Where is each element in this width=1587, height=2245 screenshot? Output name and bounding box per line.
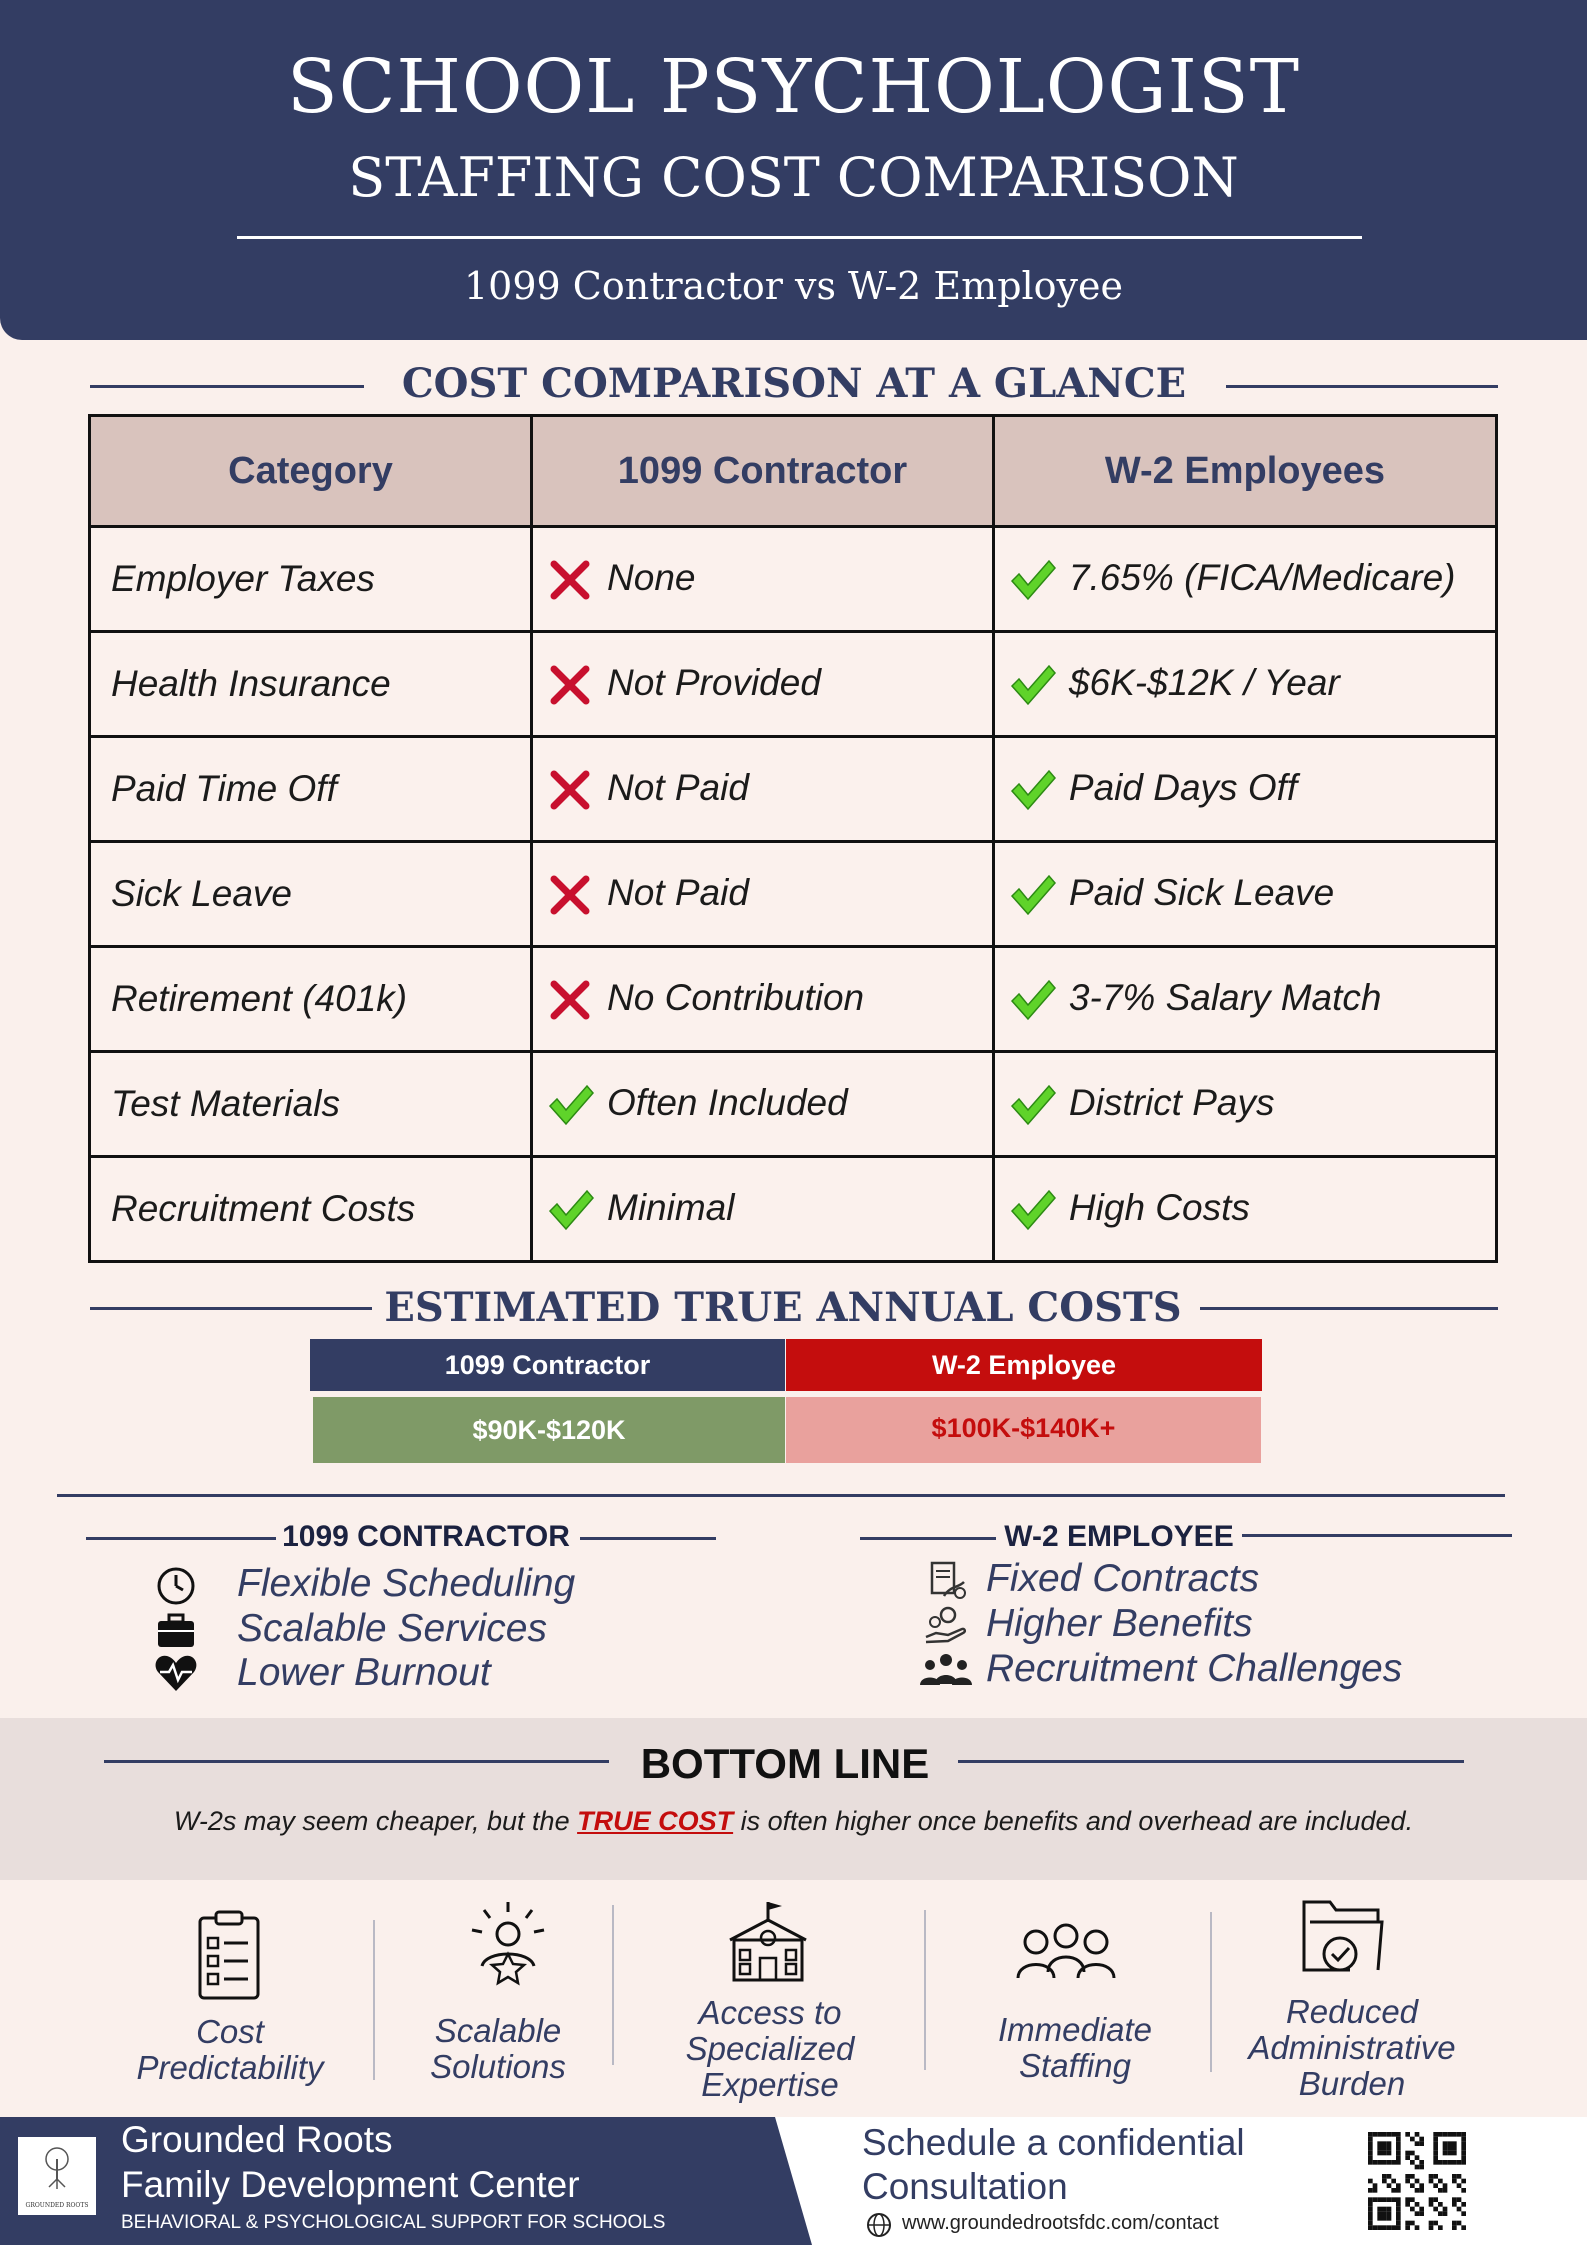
benefit-2-line1: Scalable bbox=[434, 2012, 562, 2049]
bottom-line-text bbox=[0, 1806, 1587, 1837]
employee-cost-header: W-2 Employee bbox=[786, 1339, 1262, 1391]
contractor-cost-header: 1099 Contractor bbox=[310, 1339, 785, 1391]
cross-icon bbox=[547, 559, 597, 601]
cross-icon bbox=[547, 874, 597, 916]
benefit-1-label bbox=[100, 2014, 360, 2086]
employee-cell-text: Paid Days Off bbox=[1068, 766, 1298, 808]
employee-cost-value: $100K-$140K+ bbox=[786, 1397, 1261, 1463]
org-tagline: BEHAVIORAL & PSYCHOLOGICAL SUPPORT FOR SCHOOLS bbox=[121, 2212, 666, 2233]
people-group-icon bbox=[914, 1650, 978, 1692]
table-row bbox=[90, 1157, 1497, 1262]
employee-cell bbox=[993, 527, 1496, 632]
category-cell: Recruitment Costs bbox=[90, 1157, 532, 1262]
school-building-icon bbox=[720, 1900, 816, 1984]
benefit-3-line1: Access to bbox=[698, 1994, 842, 2031]
true-cost-emphasis: TRUE COST bbox=[577, 1806, 734, 1836]
divider bbox=[1242, 1534, 1512, 1537]
title-divider bbox=[237, 236, 1362, 239]
benefit-4-label bbox=[945, 2012, 1205, 2084]
globe-icon bbox=[866, 2212, 892, 2238]
contractor-cell bbox=[532, 842, 994, 947]
cta-line2: Consultation bbox=[862, 2166, 1068, 2207]
check-icon bbox=[1009, 1189, 1059, 1231]
contractor-cell bbox=[532, 1052, 994, 1157]
check-icon bbox=[547, 1189, 597, 1231]
employee-cell-text: District Pays bbox=[1068, 1081, 1275, 1123]
contractor-cell-text: None bbox=[607, 556, 696, 598]
employee-feature-1: Fixed Contracts bbox=[986, 1557, 1260, 1600]
qr-code[interactable] bbox=[1368, 2132, 1466, 2230]
contractor-cell-text: Minimal bbox=[607, 1186, 735, 1228]
category-cell: Sick Leave bbox=[90, 842, 532, 947]
divider bbox=[860, 1537, 996, 1540]
team-icon bbox=[1006, 1922, 1126, 1982]
divider bbox=[612, 1905, 614, 2065]
benefit-5-line1: Reduced bbox=[1285, 1993, 1419, 2030]
checklist-clipboard-icon bbox=[190, 1910, 268, 2002]
employee-cell-text: 7.65% (FICA/Medicare) bbox=[1068, 556, 1456, 598]
org-name-line2: Family Development Center bbox=[121, 2164, 580, 2205]
table-row bbox=[90, 1052, 1497, 1157]
briefcase-icon bbox=[152, 1609, 200, 1651]
contractor-feature-2: Scalable Services bbox=[237, 1607, 547, 1650]
employee-cell bbox=[993, 632, 1496, 737]
divider bbox=[1210, 1912, 1212, 2072]
employee-cell bbox=[993, 1157, 1496, 1262]
comparison-table bbox=[88, 414, 1498, 1263]
divider bbox=[90, 1307, 372, 1310]
benefit-2-line2: Solutions bbox=[430, 2048, 566, 2085]
check-icon bbox=[1009, 664, 1059, 706]
benefit-5-line2: Administrative bbox=[1248, 2029, 1456, 2066]
heart-pulse-icon bbox=[152, 1652, 200, 1694]
contractor-cost-value: $90K-$120K bbox=[313, 1397, 785, 1463]
benefit-3-label bbox=[640, 1995, 900, 2103]
check-icon bbox=[1009, 979, 1059, 1021]
category-cell: Employer Taxes bbox=[90, 527, 532, 632]
contractor-features-heading: 1099 CONTRACTOR bbox=[282, 1520, 570, 1553]
bottom-line-text-after: is often higher once benefits and overhead are included. bbox=[733, 1806, 1414, 1836]
page-title: SCHOOL PSYCHOLOGIST bbox=[287, 44, 1300, 130]
check-icon bbox=[1009, 874, 1059, 916]
contractor-cell bbox=[532, 947, 994, 1052]
contractor-cell-text: Not Paid bbox=[607, 766, 749, 808]
employee-cell-text: 3-7% Salary Match bbox=[1068, 976, 1382, 1018]
benefit-2-label bbox=[380, 2013, 616, 2085]
divider bbox=[1200, 1307, 1498, 1310]
category-cell: Test Materials bbox=[90, 1052, 532, 1157]
employee-feature-2: Higher Benefits bbox=[986, 1602, 1253, 1645]
cta-line1: Schedule a confidential bbox=[862, 2122, 1245, 2163]
employee-features-heading: W-2 EMPLOYEE bbox=[1004, 1520, 1234, 1553]
bottom-line-heading: BOTTOM LINE bbox=[640, 1740, 930, 1787]
contractor-cell bbox=[532, 632, 994, 737]
contractor-cell-text: Often Included bbox=[607, 1081, 848, 1123]
annual-costs-heading: ESTIMATED TRUE ANNUAL COSTS bbox=[384, 1284, 1182, 1331]
logo-text: GROUNDED ROOTS bbox=[25, 2202, 89, 2209]
divider bbox=[958, 1760, 1464, 1763]
check-icon bbox=[1009, 559, 1059, 601]
benefit-3-line3: Expertise bbox=[701, 2066, 839, 2103]
contractor-cell bbox=[532, 527, 994, 632]
table-header-row bbox=[90, 416, 1497, 527]
org-name-line1: Grounded Roots bbox=[121, 2119, 393, 2160]
check-icon bbox=[1009, 1084, 1059, 1126]
employee-cell-text: High Costs bbox=[1068, 1186, 1250, 1228]
category-cell: Health Insurance bbox=[90, 632, 532, 737]
contract-icon bbox=[922, 1560, 970, 1602]
divider bbox=[924, 1910, 926, 2070]
table-row bbox=[90, 737, 1497, 842]
employee-cell-text: Paid Sick Leave bbox=[1068, 871, 1335, 913]
star-person-icon bbox=[458, 1900, 558, 1990]
column-header-contractor: 1099 Contractor bbox=[532, 416, 994, 527]
check-icon bbox=[547, 1084, 597, 1126]
divider bbox=[104, 1760, 609, 1763]
divider bbox=[86, 1537, 276, 1540]
contact-url[interactable]: www.groundedrootsfdc.com/contact bbox=[902, 2212, 1219, 2234]
divider bbox=[580, 1537, 716, 1540]
contractor-cell-text: No Contribution bbox=[607, 976, 865, 1018]
benefit-1-line2: Predictability bbox=[136, 2049, 324, 2086]
benefit-5-label bbox=[1222, 1994, 1482, 2102]
benefit-1-line1: Cost bbox=[196, 2013, 264, 2050]
page-subtitle: STAFFING COST COMPARISON bbox=[348, 146, 1239, 209]
table-row bbox=[90, 842, 1497, 947]
divider bbox=[373, 1920, 375, 2080]
contractor-feature-3: Lower Burnout bbox=[237, 1651, 491, 1694]
employee-cell-text: $6K-$12K / Year bbox=[1068, 661, 1340, 703]
contractor-cell-text: Not Provided bbox=[607, 661, 821, 703]
divider bbox=[57, 1494, 1505, 1497]
benefit-4-line2: Staffing bbox=[1019, 2047, 1131, 2084]
benefits-hand-icon bbox=[922, 1605, 970, 1647]
contractor-cell-text: Not Paid bbox=[607, 871, 749, 913]
comparison-heading: COST COMPARISON AT A GLANCE bbox=[401, 360, 1187, 407]
employee-cell bbox=[993, 1052, 1496, 1157]
category-cell: Retirement (401k) bbox=[90, 947, 532, 1052]
comparison-subtitle: 1099 Contractor vs W-2 Employee bbox=[464, 264, 1123, 308]
contractor-cell bbox=[532, 737, 994, 842]
column-header-category: Category bbox=[90, 416, 532, 527]
bottom-line-text-before: W-2s may seem cheaper, but the bbox=[173, 1806, 578, 1836]
contractor-cell bbox=[532, 1157, 994, 1262]
divider bbox=[90, 385, 364, 388]
employee-feature-3: Recruitment Challenges bbox=[986, 1647, 1403, 1690]
cross-icon bbox=[547, 979, 597, 1021]
table-row bbox=[90, 947, 1497, 1052]
table-row bbox=[90, 632, 1497, 737]
benefit-5-line3: Burden bbox=[1298, 2065, 1406, 2102]
cross-icon bbox=[547, 664, 597, 706]
divider bbox=[1226, 385, 1498, 388]
folder-check-icon bbox=[1300, 1898, 1386, 1980]
employee-cell bbox=[993, 737, 1496, 842]
category-cell: Paid Time Off bbox=[90, 737, 532, 842]
employee-cell bbox=[993, 947, 1496, 1052]
clock-icon bbox=[152, 1565, 200, 1607]
benefit-4-line1: Immediate bbox=[997, 2011, 1153, 2048]
contractor-feature-1: Flexible Scheduling bbox=[237, 1562, 576, 1605]
check-icon bbox=[1009, 769, 1059, 811]
column-header-employee: W-2 Employees bbox=[993, 416, 1496, 527]
cross-icon bbox=[547, 769, 597, 811]
org-logo bbox=[18, 2137, 96, 2215]
benefit-3-line2: Specialized bbox=[685, 2030, 855, 2067]
table-row bbox=[90, 527, 1497, 632]
employee-cell bbox=[993, 842, 1496, 947]
